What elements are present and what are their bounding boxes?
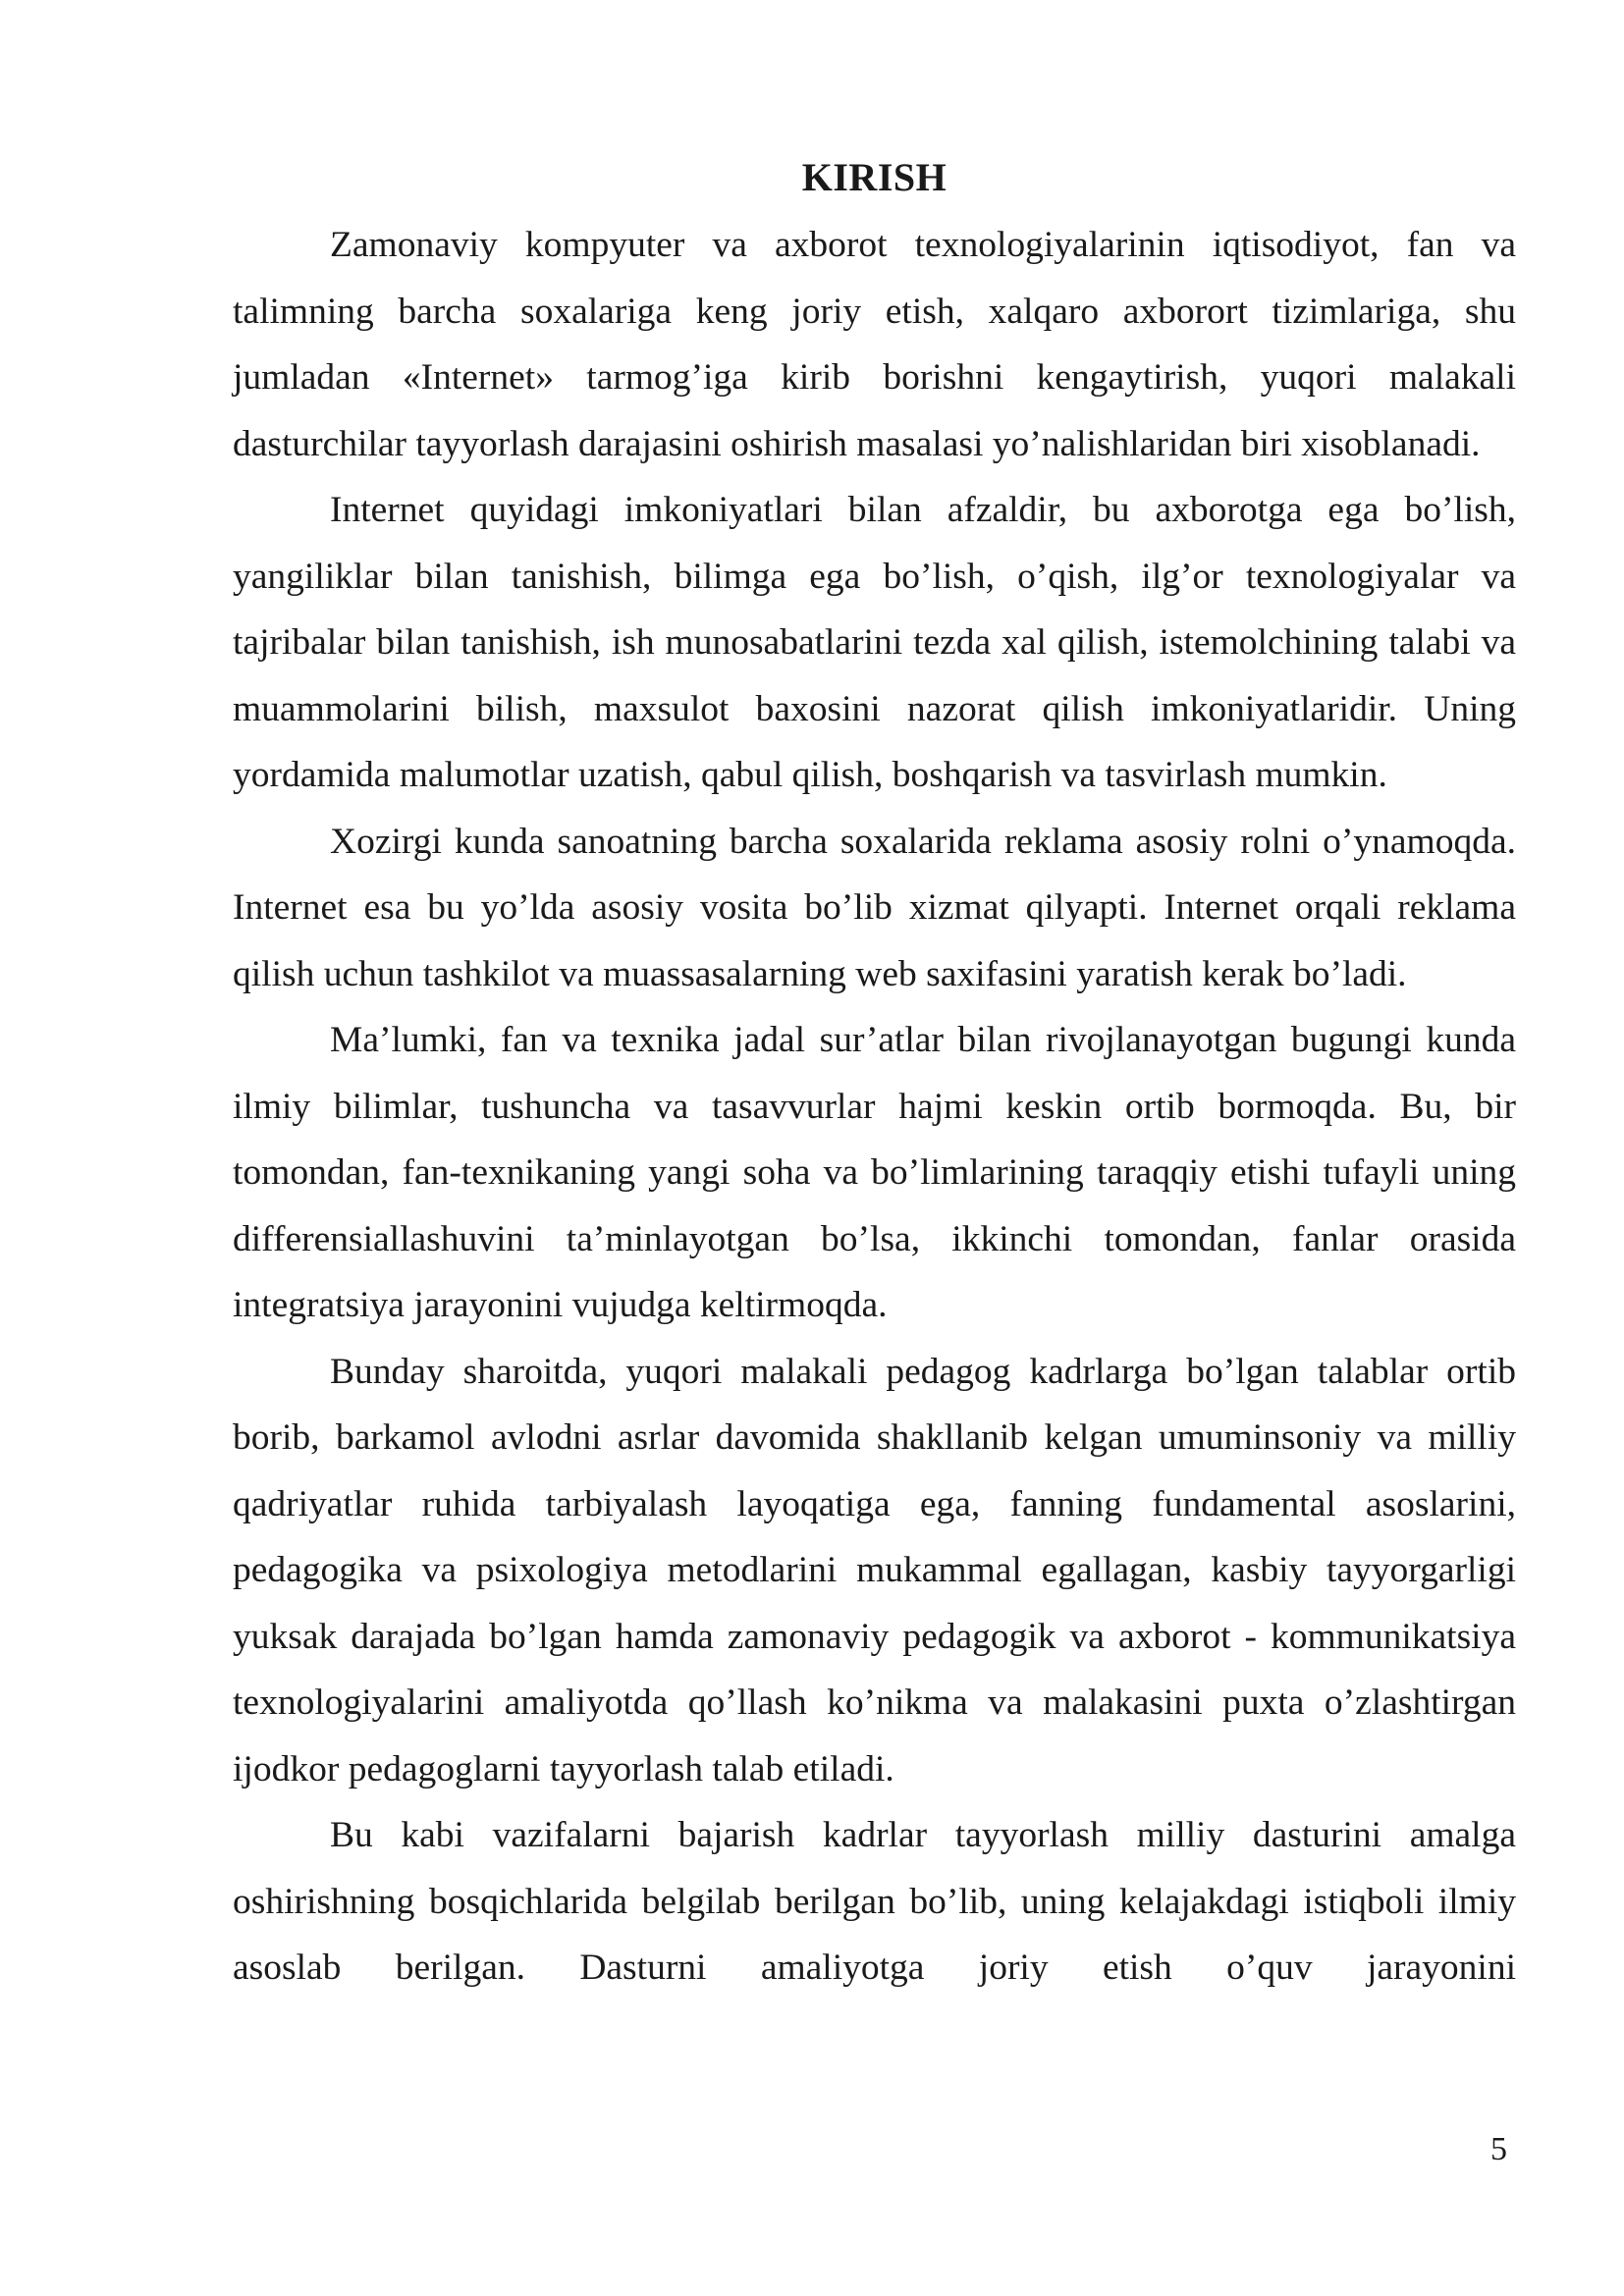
paragraph: Ma’lumki, fan va texnika jadal sur’atlar bilan rivojlanayotgan bugungi kunda ilmiy bilimlar, tushuncha va tasavvurlar hajmi keskin ortib bormoqda. Bu, bir tomondan, fan-texnikaning yangi soha va bo’limlarining taraqqiy etishi tufayli uning differensiallashuvini ta’minlayotgan bo’lsa, ikkinchi tomondan, fanlar orasida integratsiya jarayonini vujudga keltirmoqda. [233, 1020, 1516, 1325]
document-page [233, 147, 1516, 2002]
paragraph: Internet quyidagi imkoniyatlari bilan afzaldir, bu axborotga ega bo’lish, yangiliklar bilan tanishish, bilimga ega bo’lish, o’qish, ilg’or texnologiyalar va tajribalar bilan tanishish, ish munosabatlarini tezda xal qilish, istemolchining talabi va muammolarini bilish, maxsulot baxosini nazorat qilish imkoniyatlaridir. Uning yordamida malumotlar uzatish, qabul qilish, boshqarish va tasvirlash mumkin. [233, 490, 1516, 795]
paragraph: Bunday sharoitda, yuqori malakali pedagog kadrlarga bo’lgan talablar ortib borib, barkamol avlodni asrlar davomida shakllanib kelgan umuminsoniy va milliy qadriyatlar ruhida tarbiyalash layoqatiga ega, fanning fundamental asoslarini, pedagogika va psixologiya metodlarini mukammal egallagan, kasbiy tayyorgarligi yuksak darajada bo’lgan hamda zamonaviy pedagogik va axborot - kommunikatsiya texnologiyalarini amaliyotda qo’llash ko’nikma va malakasini puxta o’zlashtirgan ijodkor pedagoglarni tayyorlash talab etiladi. [233, 1351, 1516, 1789]
paragraph: Zamonaviy kompyuter va axborot texnologiyalarinin iqtisodiyot, fan va talimning barcha soxalariga keng joriy etish, xalqaro axborort tizimlariga, shu jumladan «Internet» tarmog’iga kirib borishni kengaytirish, yuqori malakali dasturchilar tayyorlash darajasini oshirish masalasi yo’nalishlaridan biri xisoblanadi. [233, 225, 1516, 464]
page-number: 5 [1490, 2131, 1507, 2167]
paragraph: Bu kabi vazifalarni bajarish kadrlar tayyorlash milliy dasturini amalga oshirishning bosqichlarida belgilab berilgan bo’lib, uning kelajakdagi istiqboli ilmiy asoslab berilgan. Dasturni amaliyotga joriy etish o’quv jarayonini [233, 1815, 1516, 1988]
section-title: KIRISH [801, 155, 947, 199]
paragraph: Xozirgi kunda sanoatning barcha soxalarida reklama asosiy rolni o’ynamoqda. Internet esa bu yo’lda asosiy vosita bo’lib xizmat qilyapti. Internet orqali reklama qilish uchun tashkilot va muassasalarning web saxifasini yaratish kerak bo’ladi. [233, 821, 1516, 994]
